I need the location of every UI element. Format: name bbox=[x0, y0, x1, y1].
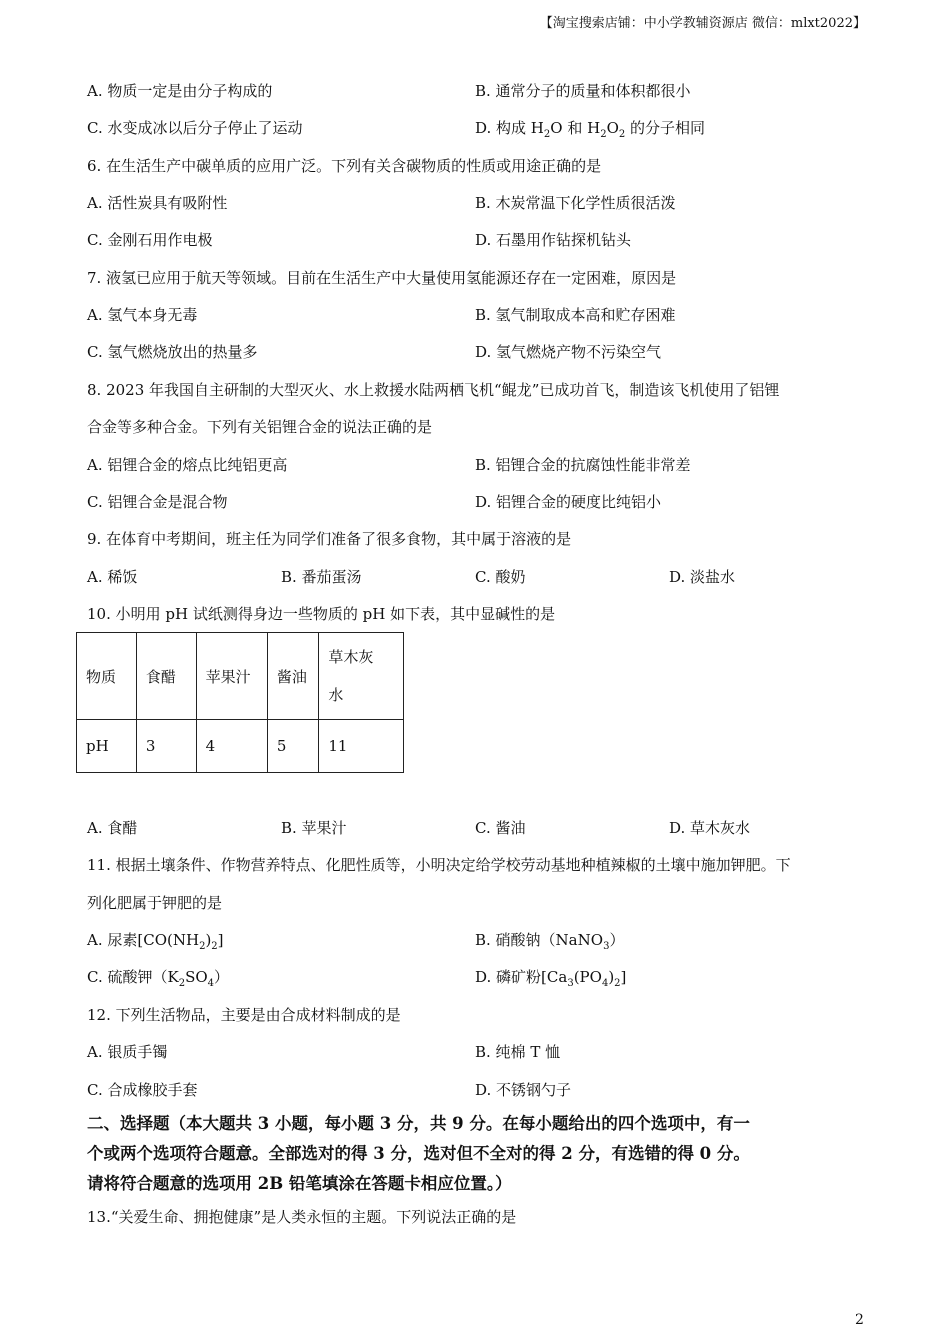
q9-stem: 9. 在体育中考期间，班主任为同学们准备了很多食物，其中属于溶液的是 bbox=[87, 530, 572, 548]
q11-option-d: D. 磷矿粉$[Ca_3(PO_4)_2]$ bbox=[475, 968, 627, 989]
q6-option-a: A. 活性炭具有吸附性 bbox=[87, 194, 228, 212]
q11-stem-line2: 列化肥属于钾肥的是 bbox=[87, 894, 223, 912]
table-cell: pH bbox=[77, 720, 137, 773]
q5-option-d: D. 构成 $H_2O$ 和 $H_2O_2$ 的分子相同 bbox=[475, 119, 706, 140]
q5-option-b: B. 通常分子的质量和体积都很小 bbox=[475, 82, 691, 100]
q12-option-b: B. 纯棉 T 恤 bbox=[475, 1043, 561, 1061]
q5-option-c: C. 水变成冰以后分子停止了运动 bbox=[87, 119, 303, 137]
table-cell: 5 bbox=[267, 720, 319, 773]
q10-option-b: B. 苹果汁 bbox=[281, 819, 347, 837]
q8-stem-line2: 合金等多种合金。下列有关铝锂合金的说法正确的是 bbox=[87, 418, 433, 436]
q7-option-d: D. 氢气燃烧产物不污染空气 bbox=[475, 343, 662, 361]
table-header-cell: 酱油 bbox=[267, 633, 319, 720]
table-header-cell: 苹果汁 bbox=[196, 633, 267, 720]
q9-option-a: A. 稀饭 bbox=[87, 568, 138, 586]
q8-option-d: D. 铝锂合金的硬度比纯铝小 bbox=[475, 493, 662, 511]
page-number: 2 bbox=[855, 1312, 864, 1328]
q9-option-c: C. 酸奶 bbox=[475, 568, 526, 586]
table-header-cell: 物质 bbox=[77, 633, 137, 720]
q12-option-a: A. 银质手镯 bbox=[87, 1043, 168, 1061]
q8-option-b: B. 铝锂合金的抗腐蚀性能非常差 bbox=[475, 456, 691, 474]
page-header: 【淘宝搜索店铺：中小学教辅资源店 微信：mlxt2022】 bbox=[539, 16, 866, 31]
q13-stem: 13.“关爱生命、拥抱健康”是人类永恒的主题。下列说法正确的是 bbox=[87, 1208, 517, 1226]
q9-option-d: D. 淡盐水 bbox=[669, 568, 736, 586]
q10-stem: 10. 小明用 pH 试纸测得身边一些物质的 pH 如下表，其中显碱性的是 bbox=[87, 605, 556, 623]
q6-stem: 6. 在生活生产中碳单质的应用广泛。下列有关含碳物质的性质或用途正确的是 bbox=[87, 157, 602, 175]
q6-option-c: C. 金刚石用作电极 bbox=[87, 231, 213, 249]
q11-option-c: C. 硫酸钾$(K_2SO_4)$ bbox=[87, 968, 230, 989]
table-header-cell: 草木灰 水 bbox=[319, 633, 404, 720]
table-cell: 3 bbox=[136, 720, 196, 773]
q11-option-a: A. 尿素$[CO(NH_2)_2]$ bbox=[87, 931, 224, 952]
q7-option-c: C. 氢气燃烧放出的热量多 bbox=[87, 343, 258, 361]
q10-option-c: C. 酱油 bbox=[475, 819, 526, 837]
q10-option-a: A. 食醋 bbox=[87, 819, 138, 837]
q8-option-a: A. 铝锂合金的熔点比纯铝更高 bbox=[87, 456, 288, 474]
table-header-cell: 食醋 bbox=[136, 633, 196, 720]
q12-option-c: C. 合成橡胶手套 bbox=[87, 1081, 198, 1099]
q12-stem: 12. 下列生活物品，主要是由合成材料制成的是 bbox=[87, 1006, 401, 1024]
q10-option-d: D. 草木灰水 bbox=[669, 819, 751, 837]
q7-stem: 7. 液氢已应用于航天等领域。目前在生活生产中大量使用氢能源还存在一定困难，原因是 bbox=[87, 269, 677, 287]
q6-option-b: B. 木炭常温下化学性质很活泼 bbox=[475, 194, 676, 212]
q7-option-a: A. 氢气本身无毒 bbox=[87, 306, 198, 324]
q12-option-d: D. 不锈钢勺子 bbox=[475, 1081, 572, 1099]
q8-stem-line1: 8. 2023 年我国自主研制的大型灭火、水上救援水陆两栖飞机“鲲龙”已成功首飞，制造该飞机使用了铝锂 bbox=[87, 381, 780, 399]
ph-table bbox=[76, 632, 404, 772]
section-heading: 二、选择题（本大题共 3 小题，每小题 3 分，共 9 分。在每小题给出的四个选项中，有一 个或两个选项符合题意。全部选对的得 3 分，选对但不全对的得 2 分，有选错的得 0 分。 请将符合题意的选项用 2B 铅笔填涂在答题卡相应位置。） bbox=[87, 1114, 750, 1193]
table-cell: 11 bbox=[319, 720, 404, 773]
q6-option-d: D. 石墨用作钻探机钻头 bbox=[475, 231, 632, 249]
q9-option-b: B. 番茄蛋汤 bbox=[281, 568, 362, 586]
q7-option-b: B. 氢气制取成本高和贮存困难 bbox=[475, 306, 676, 324]
q11-option-b: B. 硝酸钠（NaNO$_3$） bbox=[475, 931, 625, 952]
q11-stem-line1: 11. 根据土壤条件、作物营养特点、化肥性质等，小明决定给学校劳动基地种植辣椒的土壤中施加钾肥。下 bbox=[87, 856, 791, 874]
q8-option-c: C. 铝锂合金是混合物 bbox=[87, 493, 228, 511]
q5-option-a: A. 物质一定是由分子构成的 bbox=[87, 82, 273, 100]
table-cell: 4 bbox=[196, 720, 267, 773]
